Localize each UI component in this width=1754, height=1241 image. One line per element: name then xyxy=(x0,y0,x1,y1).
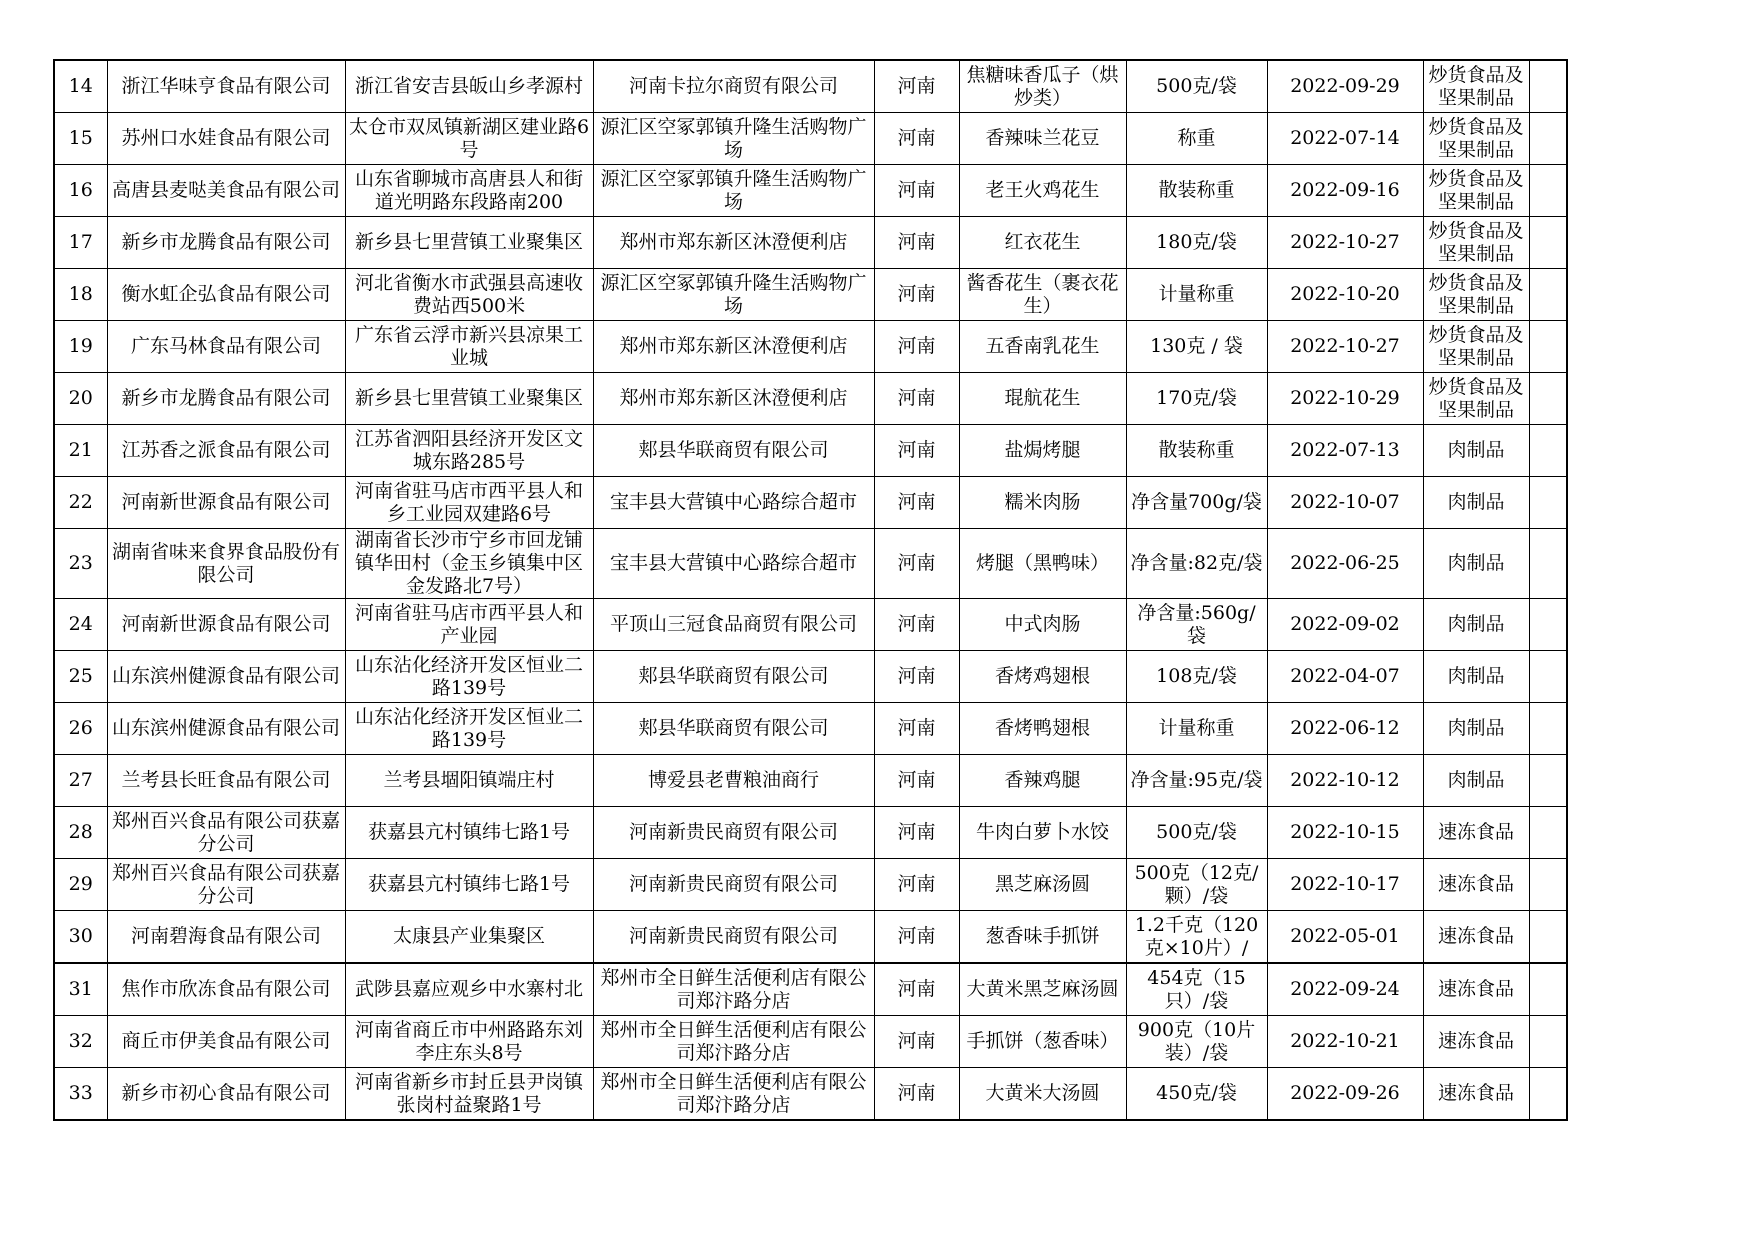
producer-name: 新乡市初心食品有限公司 xyxy=(107,1068,345,1121)
production-date: 2022-10-15 xyxy=(1267,807,1423,859)
producer-name: 苏州口水娃食品有限公司 xyxy=(107,113,345,165)
production-date: 2022-09-16 xyxy=(1267,165,1423,217)
food-category: 肉制品 xyxy=(1423,477,1529,529)
product-spec: 500克/袋 xyxy=(1126,807,1267,859)
product-spec: 净含量:560g/袋 xyxy=(1126,599,1267,651)
product-name: 红衣花生 xyxy=(959,217,1126,269)
seller-name: 宝丰县大营镇中心路综合超市 xyxy=(593,529,874,599)
food-category: 炒货食品及坚果制品 xyxy=(1423,165,1529,217)
food-category: 炒货食品及坚果制品 xyxy=(1423,60,1529,113)
producer-name: 高唐县麦哒美食品有限公司 xyxy=(107,165,345,217)
row-number: 29 xyxy=(54,859,107,911)
empty-cell xyxy=(1529,703,1567,755)
food-category: 速冻食品 xyxy=(1423,807,1529,859)
province: 河南 xyxy=(874,217,959,269)
row-number: 31 xyxy=(54,963,107,1016)
producer-address: 山东沾化经济开发区恒业二路139号 xyxy=(345,651,593,703)
empty-cell xyxy=(1529,321,1567,373)
table-row xyxy=(54,165,1567,217)
table-row xyxy=(54,807,1567,859)
table-row xyxy=(54,477,1567,529)
empty-cell xyxy=(1529,269,1567,321)
production-date: 2022-09-02 xyxy=(1267,599,1423,651)
seller-name: 郑州市全日鲜生活便利店有限公司郑汴路分店 xyxy=(593,1068,874,1121)
producer-address: 广东省云浮市新兴县凉果工业城 xyxy=(345,321,593,373)
product-spec: 计量称重 xyxy=(1126,269,1267,321)
province: 河南 xyxy=(874,373,959,425)
producer-name: 浙江华味亨食品有限公司 xyxy=(107,60,345,113)
table-row xyxy=(54,911,1567,964)
producer-name: 河南新世源食品有限公司 xyxy=(107,599,345,651)
product-name: 香辣鸡腿 xyxy=(959,755,1126,807)
empty-cell xyxy=(1529,911,1567,964)
product-spec: 454克（15只）/袋 xyxy=(1126,963,1267,1016)
province: 河南 xyxy=(874,651,959,703)
food-category: 炒货食品及坚果制品 xyxy=(1423,113,1529,165)
product-name: 盐焗烤腿 xyxy=(959,425,1126,477)
producer-address: 河北省衡水市武强县高速收费站西500米 xyxy=(345,269,593,321)
seller-name: 郏县华联商贸有限公司 xyxy=(593,425,874,477)
producer-name: 衡水虹企弘食品有限公司 xyxy=(107,269,345,321)
province: 河南 xyxy=(874,113,959,165)
empty-cell xyxy=(1529,477,1567,529)
seller-name: 河南新贵民商贸有限公司 xyxy=(593,859,874,911)
seller-name: 河南新贵民商贸有限公司 xyxy=(593,911,874,964)
product-name: 酱香花生（裹衣花生） xyxy=(959,269,1126,321)
row-number: 28 xyxy=(54,807,107,859)
seller-name: 河南卡拉尔商贸有限公司 xyxy=(593,60,874,113)
row-number: 14 xyxy=(54,60,107,113)
food-sampling-table xyxy=(53,59,1568,1121)
production-date: 2022-07-13 xyxy=(1267,425,1423,477)
row-number: 25 xyxy=(54,651,107,703)
product-name: 烤腿（黑鸭味） xyxy=(959,529,1126,599)
product-spec: 净含量:95克/袋 xyxy=(1126,755,1267,807)
table-row xyxy=(54,425,1567,477)
row-number: 19 xyxy=(54,321,107,373)
product-name: 黑芝麻汤圆 xyxy=(959,859,1126,911)
producer-address: 山东省聊城市高唐县人和街道光明路东段路南200 xyxy=(345,165,593,217)
food-category: 速冻食品 xyxy=(1423,1068,1529,1121)
producer-address: 河南省驻马店市西平县人和产业园 xyxy=(345,599,593,651)
producer-name: 山东滨州健源食品有限公司 xyxy=(107,651,345,703)
producer-name: 河南新世源食品有限公司 xyxy=(107,477,345,529)
province: 河南 xyxy=(874,599,959,651)
product-spec: 净含量700g/袋 xyxy=(1126,477,1267,529)
table-body xyxy=(54,60,1567,1120)
product-name: 葱香味手抓饼 xyxy=(959,911,1126,964)
seller-name: 源汇区空冢郭镇升隆生活购物广场 xyxy=(593,269,874,321)
product-spec: 1.2千克（120克×10片）/ xyxy=(1126,911,1267,964)
producer-address: 河南省商丘市中州路路东刘李庄东头8号 xyxy=(345,1016,593,1068)
production-date: 2022-10-29 xyxy=(1267,373,1423,425)
food-category: 速冻食品 xyxy=(1423,859,1529,911)
table-row xyxy=(54,963,1567,1016)
seller-name: 博爱县老曹粮油商行 xyxy=(593,755,874,807)
province: 河南 xyxy=(874,60,959,113)
province: 河南 xyxy=(874,1016,959,1068)
province: 河南 xyxy=(874,477,959,529)
empty-cell xyxy=(1529,425,1567,477)
table-row xyxy=(54,373,1567,425)
seller-name: 源汇区空冢郭镇升隆生活购物广场 xyxy=(593,165,874,217)
producer-address: 获嘉县亢村镇纬七路1号 xyxy=(345,807,593,859)
empty-cell xyxy=(1529,859,1567,911)
table-row xyxy=(54,859,1567,911)
producer-address: 河南省驻马店市西平县人和乡工业园双建路6号 xyxy=(345,477,593,529)
food-category: 炒货食品及坚果制品 xyxy=(1423,269,1529,321)
province: 河南 xyxy=(874,425,959,477)
producer-name: 兰考县长旺食品有限公司 xyxy=(107,755,345,807)
seller-name: 河南新贵民商贸有限公司 xyxy=(593,807,874,859)
food-category: 肉制品 xyxy=(1423,755,1529,807)
production-date: 2022-09-29 xyxy=(1267,60,1423,113)
product-name: 手抓饼（葱香味） xyxy=(959,1016,1126,1068)
production-date: 2022-10-17 xyxy=(1267,859,1423,911)
province: 河南 xyxy=(874,755,959,807)
production-date: 2022-06-25 xyxy=(1267,529,1423,599)
food-category: 肉制品 xyxy=(1423,651,1529,703)
product-name: 牛肉白萝卜水饺 xyxy=(959,807,1126,859)
production-date: 2022-10-07 xyxy=(1267,477,1423,529)
production-date: 2022-05-01 xyxy=(1267,911,1423,964)
empty-cell xyxy=(1529,1068,1567,1121)
table-row xyxy=(54,651,1567,703)
seller-name: 郏县华联商贸有限公司 xyxy=(593,651,874,703)
food-category: 速冻食品 xyxy=(1423,911,1529,964)
row-number: 30 xyxy=(54,911,107,964)
table-row xyxy=(54,113,1567,165)
product-name: 香辣味兰花豆 xyxy=(959,113,1126,165)
producer-address: 山东沾化经济开发区恒业二路139号 xyxy=(345,703,593,755)
product-spec: 净含量:82克/袋 xyxy=(1126,529,1267,599)
production-date: 2022-10-20 xyxy=(1267,269,1423,321)
product-name: 糯米肉肠 xyxy=(959,477,1126,529)
producer-address: 获嘉县亢村镇纬七路1号 xyxy=(345,859,593,911)
producer-address: 太仓市双凤镇新湖区建业路6号 xyxy=(345,113,593,165)
food-category: 炒货食品及坚果制品 xyxy=(1423,373,1529,425)
table-row xyxy=(54,755,1567,807)
producer-name: 商丘市伊美食品有限公司 xyxy=(107,1016,345,1068)
product-name: 大黄米大汤圆 xyxy=(959,1068,1126,1121)
seller-name: 平顶山三冠食品商贸有限公司 xyxy=(593,599,874,651)
empty-cell xyxy=(1529,113,1567,165)
province: 河南 xyxy=(874,321,959,373)
province: 河南 xyxy=(874,963,959,1016)
product-spec: 计量称重 xyxy=(1126,703,1267,755)
product-spec: 500克（12克/颗）/袋 xyxy=(1126,859,1267,911)
empty-cell xyxy=(1529,651,1567,703)
table-row xyxy=(54,1016,1567,1068)
food-category: 炒货食品及坚果制品 xyxy=(1423,321,1529,373)
empty-cell xyxy=(1529,60,1567,113)
producer-address: 新乡县七里营镇工业聚集区 xyxy=(345,217,593,269)
product-spec: 900克（10片装）/袋 xyxy=(1126,1016,1267,1068)
production-date: 2022-10-12 xyxy=(1267,755,1423,807)
product-spec: 180克/袋 xyxy=(1126,217,1267,269)
producer-name: 广东马林食品有限公司 xyxy=(107,321,345,373)
product-spec: 称重 xyxy=(1126,113,1267,165)
production-date: 2022-10-21 xyxy=(1267,1016,1423,1068)
row-number: 27 xyxy=(54,755,107,807)
empty-cell xyxy=(1529,599,1567,651)
row-number: 20 xyxy=(54,373,107,425)
empty-cell xyxy=(1529,217,1567,269)
production-date: 2022-09-26 xyxy=(1267,1068,1423,1121)
product-spec: 散装称重 xyxy=(1126,425,1267,477)
product-name: 中式肉肠 xyxy=(959,599,1126,651)
product-name: 五香南乳花生 xyxy=(959,321,1126,373)
producer-address: 武陟县嘉应观乡中水寨村北 xyxy=(345,963,593,1016)
producer-name: 郑州百兴食品有限公司获嘉分公司 xyxy=(107,807,345,859)
table-row xyxy=(54,703,1567,755)
food-category: 速冻食品 xyxy=(1423,963,1529,1016)
seller-name: 郏县华联商贸有限公司 xyxy=(593,703,874,755)
empty-cell xyxy=(1529,529,1567,599)
empty-cell xyxy=(1529,373,1567,425)
empty-cell xyxy=(1529,755,1567,807)
table-row xyxy=(54,529,1567,599)
table-row xyxy=(54,1068,1567,1121)
production-date: 2022-10-27 xyxy=(1267,321,1423,373)
production-date: 2022-04-07 xyxy=(1267,651,1423,703)
food-category: 炒货食品及坚果制品 xyxy=(1423,217,1529,269)
producer-address: 江苏省泗阳县经济开发区文城东路285号 xyxy=(345,425,593,477)
seller-name: 郑州市郑东新区沐澄便利店 xyxy=(593,321,874,373)
province: 河南 xyxy=(874,807,959,859)
province: 河南 xyxy=(874,1068,959,1121)
product-name: 香烤鸡翅根 xyxy=(959,651,1126,703)
province: 河南 xyxy=(874,703,959,755)
row-number: 23 xyxy=(54,529,107,599)
row-number: 16 xyxy=(54,165,107,217)
seller-name: 郑州市全日鲜生活便利店有限公司郑汴路分店 xyxy=(593,1016,874,1068)
food-category: 肉制品 xyxy=(1423,529,1529,599)
food-category: 肉制品 xyxy=(1423,703,1529,755)
row-number: 15 xyxy=(54,113,107,165)
producer-address: 湖南省长沙市宁乡市回龙铺镇华田村（金玉乡镇集中区金发路北7号） xyxy=(345,529,593,599)
producer-name: 焦作市欣冻食品有限公司 xyxy=(107,963,345,1016)
table-row xyxy=(54,321,1567,373)
producer-address: 新乡县七里营镇工业聚集区 xyxy=(345,373,593,425)
producer-name: 山东滨州健源食品有限公司 xyxy=(107,703,345,755)
food-category: 肉制品 xyxy=(1423,599,1529,651)
product-name: 老王火鸡花生 xyxy=(959,165,1126,217)
empty-cell xyxy=(1529,963,1567,1016)
row-number: 18 xyxy=(54,269,107,321)
row-number: 33 xyxy=(54,1068,107,1121)
seller-name: 郑州市全日鲜生活便利店有限公司郑汴路分店 xyxy=(593,963,874,1016)
product-spec: 170克/袋 xyxy=(1126,373,1267,425)
province: 河南 xyxy=(874,529,959,599)
row-number: 21 xyxy=(54,425,107,477)
producer-name: 江苏香之派食品有限公司 xyxy=(107,425,345,477)
product-name: 香烤鸭翅根 xyxy=(959,703,1126,755)
table-row xyxy=(54,217,1567,269)
province: 河南 xyxy=(874,859,959,911)
seller-name: 郑州市郑东新区沐澄便利店 xyxy=(593,217,874,269)
producer-name: 郑州百兴食品有限公司获嘉分公司 xyxy=(107,859,345,911)
producer-name: 河南碧海食品有限公司 xyxy=(107,911,345,964)
producer-name: 新乡市龙腾食品有限公司 xyxy=(107,217,345,269)
table-row xyxy=(54,269,1567,321)
producer-name: 湖南省味来食界食品股份有限公司 xyxy=(107,529,345,599)
product-spec: 108克/袋 xyxy=(1126,651,1267,703)
food-category: 肉制品 xyxy=(1423,425,1529,477)
product-spec: 130克 / 袋 xyxy=(1126,321,1267,373)
province: 河南 xyxy=(874,911,959,964)
product-spec: 450克/袋 xyxy=(1126,1068,1267,1121)
table-row xyxy=(54,60,1567,113)
row-number: 17 xyxy=(54,217,107,269)
product-name: 大黄米黑芝麻汤圆 xyxy=(959,963,1126,1016)
province: 河南 xyxy=(874,165,959,217)
seller-name: 郑州市郑东新区沐澄便利店 xyxy=(593,373,874,425)
province: 河南 xyxy=(874,269,959,321)
empty-cell xyxy=(1529,165,1567,217)
food-category: 速冻食品 xyxy=(1423,1016,1529,1068)
empty-cell xyxy=(1529,1016,1567,1068)
table-row xyxy=(54,599,1567,651)
seller-name: 源汇区空冢郭镇升隆生活购物广场 xyxy=(593,113,874,165)
producer-address: 兰考县堌阳镇端庄村 xyxy=(345,755,593,807)
empty-cell xyxy=(1529,807,1567,859)
producer-address: 河南省新乡市封丘县尹岗镇张岗村益聚路1号 xyxy=(345,1068,593,1121)
product-spec: 散装称重 xyxy=(1126,165,1267,217)
producer-name: 新乡市龙腾食品有限公司 xyxy=(107,373,345,425)
row-number: 22 xyxy=(54,477,107,529)
production-date: 2022-09-24 xyxy=(1267,963,1423,1016)
row-number: 32 xyxy=(54,1016,107,1068)
production-date: 2022-07-14 xyxy=(1267,113,1423,165)
production-date: 2022-06-12 xyxy=(1267,703,1423,755)
producer-address: 浙江省安吉县皈山乡孝源村 xyxy=(345,60,593,113)
row-number: 26 xyxy=(54,703,107,755)
product-spec: 500克/袋 xyxy=(1126,60,1267,113)
seller-name: 宝丰县大营镇中心路综合超市 xyxy=(593,477,874,529)
product-name: 琨航花生 xyxy=(959,373,1126,425)
row-number: 24 xyxy=(54,599,107,651)
producer-address: 太康县产业集聚区 xyxy=(345,911,593,964)
production-date: 2022-10-27 xyxy=(1267,217,1423,269)
product-name: 焦糖味香瓜子（烘炒类） xyxy=(959,60,1126,113)
